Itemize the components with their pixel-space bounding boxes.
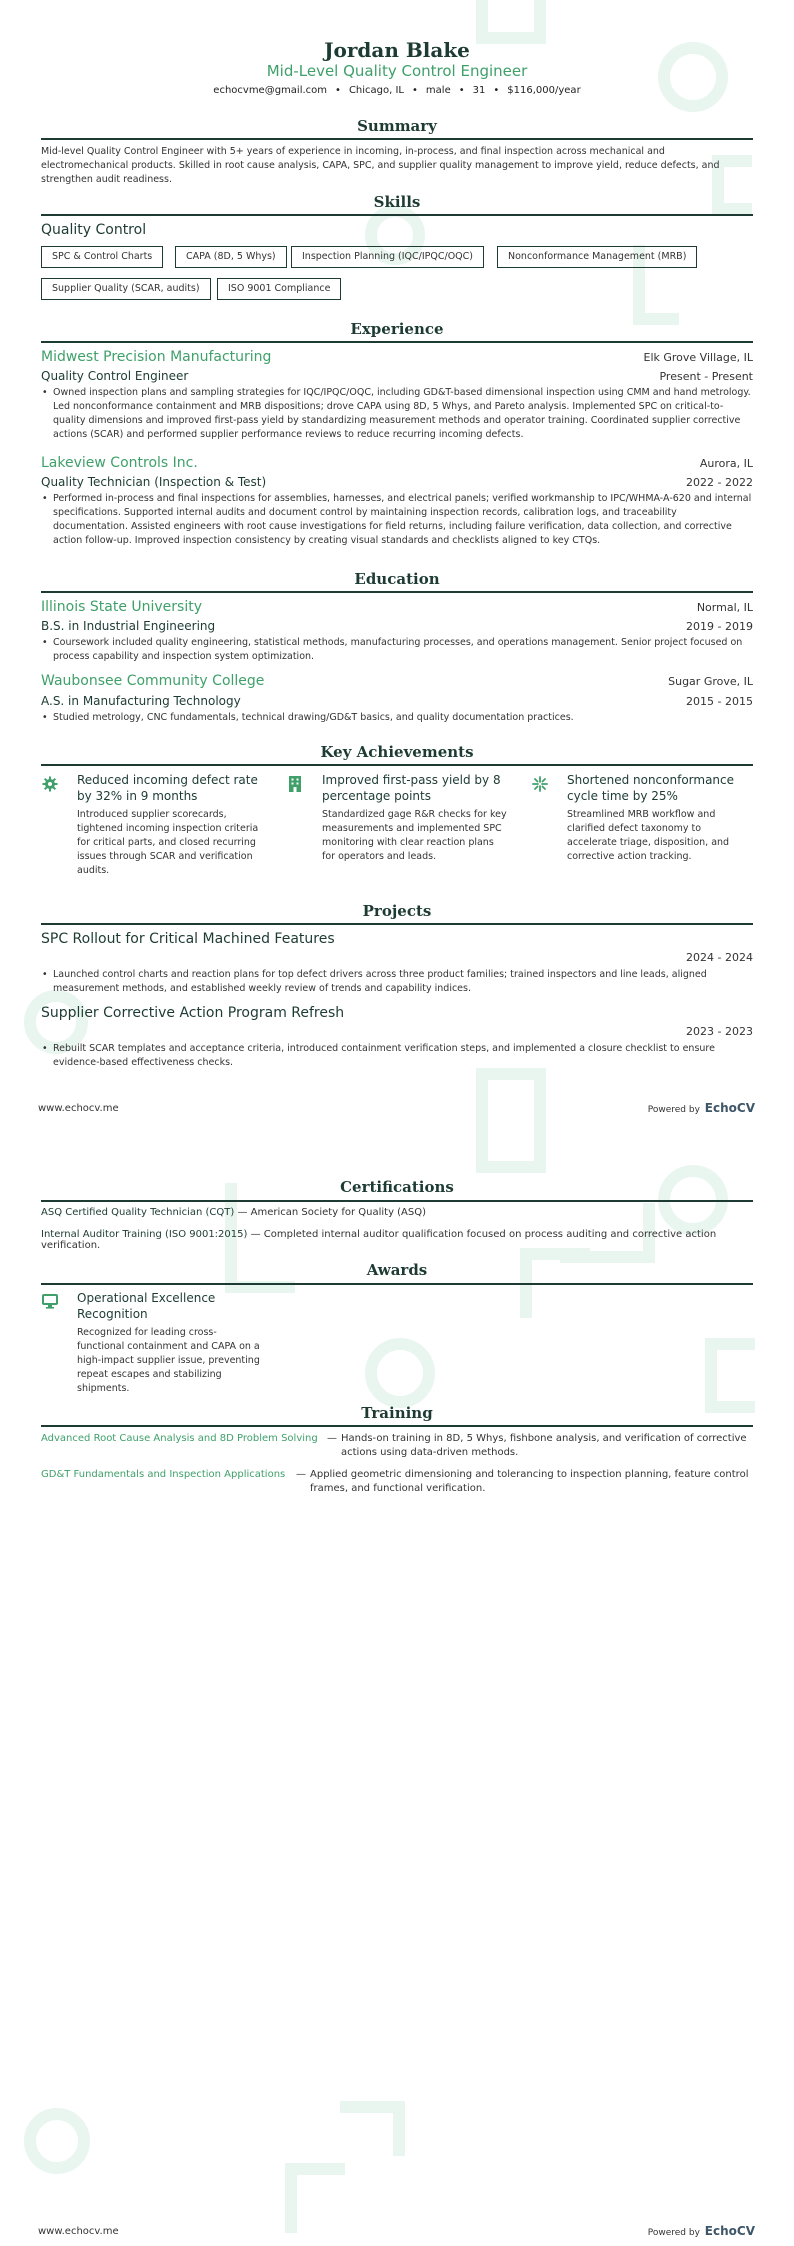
achievement-card (531, 772, 753, 892)
achievement-card (286, 772, 508, 892)
achievement-title: Improved first-pass yield by 8 percentage points (322, 773, 501, 803)
experience-divider (41, 341, 753, 343)
footer-branding (648, 1101, 755, 1115)
company-location: Aurora, IL (699, 457, 753, 470)
skill-group-title: Quality Control (41, 222, 147, 238)
monitor-icon (41, 1294, 59, 1312)
experience-heading: Experience (350, 320, 444, 338)
job-bullet: • Owned inspection plans and sampling strategies for IQC/IPQC/OQC, including GD&T-based dimensional inspection using CMM and hand metrology. Led nonconformance containment and MRB dispositions; drove CAPA using 8D, 5 Whys, and Pareto analysis. Implemented SPC on critical-to-quality dimensions and improved first-pass yield by standardizing measurement methods and operator training. Coordinated supplier corrective actions (SCAR) and performed supplier performance reviews to reduce recurring incoming defects. (41, 386, 753, 442)
summary-divider (41, 138, 753, 140)
certification-name: ASQ Certified Quality Technician (CQT) (41, 1207, 235, 1218)
building-icon (286, 776, 304, 794)
training-description: Applied geometric dimensioning and tolerancing to inspection planning, feature control frames, and functional verification. (310, 1469, 749, 1494)
achievement-description: Standardized gage R&R checks for key measurements and implemented SPC monitoring with clear reaction plans for operators and leads. (322, 809, 507, 862)
training-separator: — (296, 1469, 306, 1480)
brand-logo[interactable]: EchoCV (704, 1101, 755, 1115)
job-dates: 2022 - 2022 (686, 476, 753, 489)
degree-title: B.S. in Industrial Engineering (41, 619, 216, 633)
training-heading: Training (361, 1404, 433, 1422)
project-bullet: • Launched control charts and reaction plans for top defect drivers across three product families; trained inspectors and line leads, aligned measurement methods, and established weekly review of trends and capability indices. (41, 968, 753, 996)
achievement-card (41, 772, 263, 892)
certifications-divider (41, 1200, 753, 1202)
project-dates: 2024 - 2024 (686, 951, 753, 964)
certification-separator: — (234, 1207, 251, 1218)
achievement-description: Introduced supplier scorecards, tightened incoming inspection criteria for critical parts, and closed recurring issues through SCAR and verification audits. (77, 809, 259, 876)
summary-text: Mid-level Quality Control Engineer with 5+ years of experience in incoming, in-process, and final inspection across mechanical and electromechanical products. Skilled in root cause analysis, CAPA, SPC, and supplier quality management to improve yield, reduce defects, and strengthen audit readiness. (41, 146, 720, 185)
school-location: Normal, IL (696, 601, 753, 614)
school-name: Waubonsee Community College (41, 673, 265, 689)
sparkle-icon (531, 776, 549, 794)
certification-name: Internal Auditor Training (ISO 9001:2015) (41, 1229, 248, 1240)
company-name: Midwest Precision Manufacturing (41, 349, 272, 365)
degree-title: A.S. in Manufacturing Technology (41, 694, 241, 708)
job-title: Quality Technician (Inspection & Test) (41, 475, 267, 489)
certification-separator: — (247, 1229, 264, 1240)
skill-chip: ISO 9001 Compliance (217, 278, 341, 300)
training-title: Advanced Root Cause Analysis and 8D Problem Solving (41, 1433, 318, 1444)
training-item (41, 1468, 753, 1496)
footer-website[interactable]: www.echocv.me (38, 1103, 119, 1114)
contact-salary: $116,000/year (507, 85, 581, 96)
school-name: Illinois State University (41, 599, 202, 615)
project-title: Supplier Corrective Action Program Refresh (41, 1005, 345, 1021)
certification-item (41, 1229, 753, 1251)
company-name: Lakeview Controls Inc. (41, 455, 198, 471)
degree-dates: 2019 - 2019 (686, 620, 753, 633)
achievements-divider (41, 764, 753, 766)
job-bullet: • Performed in-process and final inspections for assemblies, harnesses, and electrical panels; verified workmanship to IPC/WHMA-A-620 and internal specifications. Supported internal audits and document control by maintaining inspection records, calibration logs, and traceability documentation. Assisted engineers with root cause investigations for field returns, including failure verification, data collection, and corrective action follow-up. Improved inspection consistency by creating visual standards and checklists aligned to key CTQs. (41, 492, 753, 548)
certification-detail: American Society for Quality (ASQ) (250, 1207, 427, 1218)
training-divider (41, 1425, 753, 1427)
brand-logo[interactable]: EchoCV (704, 2224, 755, 2238)
education-bullet: • Studied metrology, CNC fundamentals, technical drawing/GD&T basics, and quality documentation practices. (41, 711, 753, 725)
degree-dates: 2015 - 2015 (686, 695, 753, 708)
skills-heading: Skills (373, 193, 421, 211)
page-2 (0, 1123, 794, 2246)
summary-heading: Summary (357, 117, 437, 135)
awards-divider (41, 1283, 753, 1285)
skills-divider (41, 214, 753, 216)
award-description: Recognized for leading cross-functional containment and CAPA on a high-impact supplier issue, preventing repeat escapes and stabilizing shipments. (77, 1327, 260, 1394)
footer-website[interactable]: www.echocv.me (38, 2226, 119, 2237)
achievement-title: Reduced incoming defect rate by 32% in 9 months (77, 773, 258, 803)
training-separator: — (327, 1433, 337, 1444)
powered-by-label: Powered by (647, 2228, 700, 2238)
gear-icon (41, 776, 59, 794)
candidate-name: Jordan Blake (324, 38, 470, 62)
contact-location: Chicago, IL (348, 85, 405, 96)
job-title: Quality Control Engineer (41, 369, 189, 383)
training-description: Hands-on training in 8D, 5 Whys, fishbone analysis, and verification of corrective actions using data-driven methods. (341, 1433, 747, 1458)
candidate-role: Mid-Level Quality Control Engineer (266, 62, 528, 80)
contact-email: echocvme@gmail.com (213, 85, 328, 96)
education-heading: Education (354, 570, 440, 588)
contact-age: 31 (472, 85, 486, 96)
certifications-heading: Certifications (340, 1178, 454, 1196)
school-location: Sugar Grove, IL (668, 675, 753, 688)
education-bullet: • Coursework included quality engineering, statistical methods, manufacturing processes, and operations management. Senior project focused on process capability and inspection system optimization. (41, 636, 753, 664)
certification-detail: Completed internal auditor qualification focused on process auditing and corrective action verification. (41, 1229, 717, 1251)
achievement-title: Shortened nonconformance cycle time by 25% (567, 773, 735, 803)
achievements-heading: Key Achievements (320, 743, 474, 761)
company-location: Elk Grove Village, IL (643, 351, 753, 364)
footer-branding (648, 2224, 755, 2238)
skill-chip: Inspection Planning (IQC/IPQC/OQC) (291, 246, 484, 268)
project-dates: 2023 - 2023 (686, 1025, 753, 1038)
awards-heading: Awards (366, 1261, 428, 1279)
contact-line: echocvme@gmail.com • Chicago, IL • male • 31 • $116,000/year (213, 85, 581, 96)
training-item (41, 1432, 753, 1460)
award-title: Operational Excellence Recognition (77, 1291, 216, 1321)
projects-heading: Projects (362, 902, 432, 920)
award-card (41, 1290, 263, 1394)
skill-chip: Nonconformance Management (MRB) (497, 246, 697, 268)
job-dates: Present - Present (659, 370, 753, 383)
certification-item (41, 1207, 753, 1218)
projects-divider (41, 923, 753, 925)
training-title: GD&T Fundamentals and Inspection Applications (41, 1469, 286, 1480)
contact-gender: male (425, 85, 451, 96)
skill-chip: CAPA (8D, 5 Whys) (175, 246, 287, 268)
powered-by-label: Powered by (647, 1105, 700, 1115)
project-title: SPC Rollout for Critical Machined Features (41, 931, 335, 947)
education-divider (41, 591, 753, 593)
skill-chip: Supplier Quality (SCAR, audits) (41, 278, 211, 300)
project-bullet: • Rebuilt SCAR templates and acceptance criteria, introduced containment verification steps, and implemented a closure checklist to ensure evidence-based effectiveness checks. (41, 1042, 753, 1070)
skill-chip: SPC & Control Charts (41, 246, 163, 268)
achievement-description: Streamlined MRB workflow and clarified defect taxonomy to accelerate triage, disposition, and corrective action tracking. (567, 809, 730, 862)
